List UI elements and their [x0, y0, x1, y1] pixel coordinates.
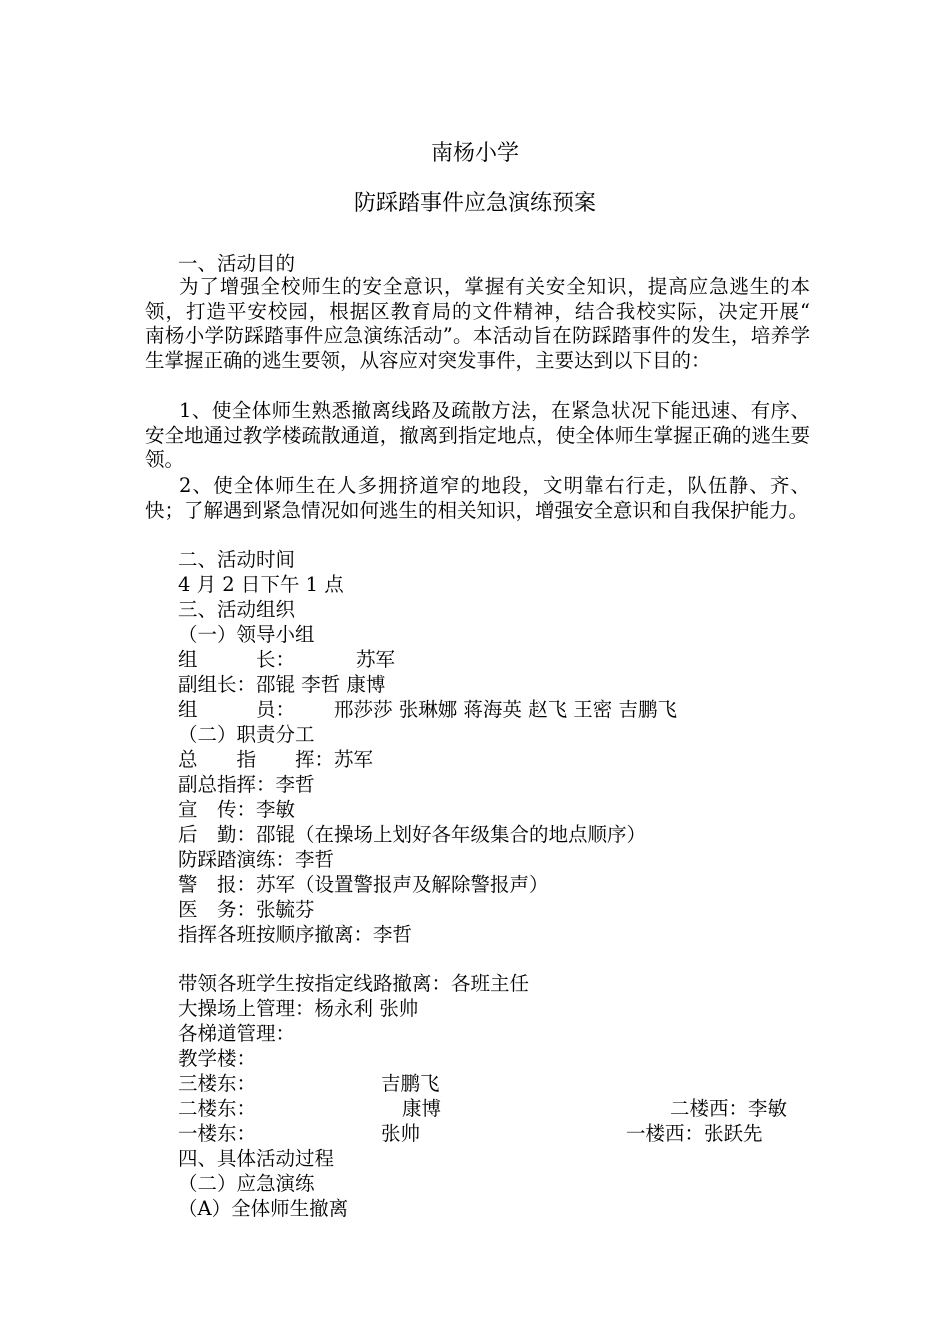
- alarm-duty: 警 报：苏军（设置警报声及解除警报声）: [178, 873, 549, 896]
- stair-east-name: 张帅: [381, 1122, 421, 1145]
- all-evacuation-heading: （A）全体师生撤离: [178, 1197, 349, 1220]
- section-2-heading: 二、活动时间: [178, 548, 296, 571]
- leadership-group-heading: （一）领导小组: [178, 623, 315, 646]
- group-leader-label: 组 长：: [178, 648, 296, 671]
- stair-east-name: 康博: [402, 1097, 442, 1120]
- teaching-building: 教学楼：: [178, 1047, 257, 1070]
- logistics-duty: 后 勤：邵锟（在操场上划好各年级集合的地点顺序）: [178, 823, 647, 846]
- stair-east-name: 吉鹏飞: [381, 1072, 440, 1095]
- section-3-heading: 三、活动组织: [178, 598, 296, 621]
- section-1-heading: 一、活动目的: [178, 252, 296, 275]
- stair-east-label: 三楼东：: [178, 1072, 257, 1095]
- class-leaders: 带领各班学生按指定线路撤离：各班主任: [178, 972, 530, 995]
- stair-west: 一楼西：张跃先: [626, 1122, 763, 1145]
- medical-duty: 医 务：张毓芬: [178, 898, 315, 921]
- vice-leaders: 副组长：邵锟 李哲 康博: [178, 673, 386, 696]
- evacuation-commander: 指挥各班按顺序撤离：李哲: [178, 923, 413, 946]
- document-title: 防踩踏事件应急演练预案: [353, 191, 596, 216]
- publicity-duty: 宣 传：李敏: [178, 798, 296, 821]
- goal-1-paragraph: 1、使全体师生熟悉撤离线路及疏散方法，在紧急状况下能迅速、有序、安全地通过教学楼疏散通道，撤离到指定地点，使全体师生掌握正确的逃生要领。: [145, 399, 810, 472]
- drill-duty: 防踩踏演练：李哲: [178, 848, 335, 871]
- emergency-drill-heading: （二）应急演练: [178, 1172, 315, 1195]
- duties-heading: （二）职责分工: [178, 723, 315, 746]
- section-4-heading: 四、具体活动过程: [178, 1147, 335, 1170]
- stair-east-label: 一楼东：: [178, 1122, 257, 1145]
- group-leader-name: 苏军: [356, 648, 396, 671]
- group-members-label: 组 员：: [178, 698, 296, 721]
- field-management: 大操场上管理：杨永利 张帅: [178, 997, 419, 1020]
- group-members-names: 邢莎莎 张琳娜 蒋海英 赵飞 王密 吉鹏飞: [334, 698, 677, 721]
- chief-commander: 总 指 挥：苏军: [178, 748, 374, 771]
- goal-2-paragraph: 2、使全体师生在人多拥挤道窄的地段，文明靠右行走，队伍静、齐、快；了解遇到紧急情况如何逃生的相关知识，增强安全意识和自我保护能力。: [145, 474, 810, 522]
- activity-time: 4 月 2 日下午 1 点: [178, 573, 344, 596]
- section-1-intro: 为了增强全校师生的安全意识，掌握有关安全知识，提高应急逃生的本领，打造平安校园，根据区教育局的文件精神，结合我校实际，决定开展“ 南杨小学防踩踏事件应急演练活动”。本活动旨在防踩踏事件的发生，培养学生掌握正确的逃生要领，从容应对突发事件，主要达到以下目的：: [145, 275, 830, 372]
- stair-east-label: 二楼东：: [178, 1097, 257, 1120]
- stair-west: 二楼西：李敏: [670, 1097, 788, 1120]
- school-name: 南杨小学: [430, 141, 519, 166]
- stairway-management: 各梯道管理：: [178, 1022, 296, 1045]
- vice-commander: 副总指挥：李哲: [178, 773, 315, 796]
